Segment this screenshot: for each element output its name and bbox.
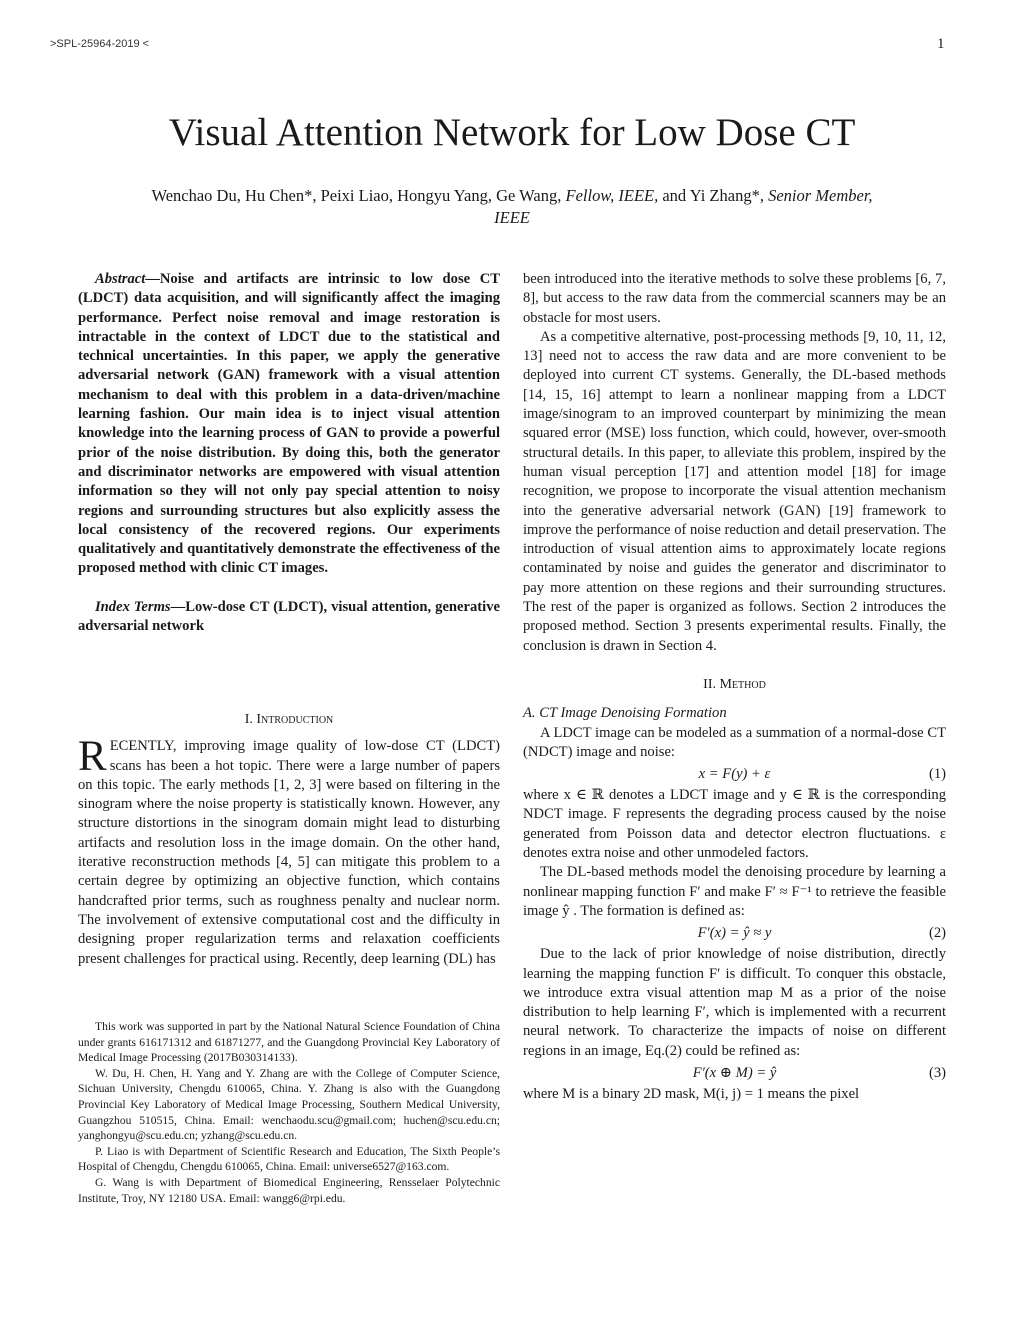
equation: F′(x) = ŷ ≈ y — [697, 925, 772, 942]
index-terms-text: —Low-dose CT (LDCT), visual attention, generative adversarial network — [78, 598, 500, 635]
paragraph: where M is a binary 2D mask, M(i, j) = 1 means the pixel — [523, 1085, 860, 1102]
abstract — [78, 270, 500, 579]
paragraph: As a competitive alternative, post-processing methods [9, 10, 11, 12, 13] need not to access the raw data and are more convenient to be deployed into current CT systems. Generally, the DL-based methods [14, 15, 16] attempt to learn a nonlinear mapping from a LDCT image/sinogram to an improved counterpart by minimizing the mean squared error (MSE) loss function, which could, however, over-smooth structural details. In this paper, to alleviate this problem, inspired by the human visual perception [17] and attention model [18] for image recognition, we propose to incorporate the visual attention mechanism into the generative adversarial network (GAN) [19] framework to improve the performance of noise reduction and detail preservation. The introduction of visual attention aims to approximately locate regions contaminated by noise and guides the generator and discriminator to pay more attention on these regions and their surrounding structures. The rest of the paper is organized as follows. Section 2 introduces the proposed method. Section 3 presents experimental results. Finally, the conclusion is drawn in Section 4. — [523, 328, 946, 654]
footnote: W. Du, H. Chen, H. Yang and Y. Zhang are with the College of Computer Science, Sichuan University, Chengdu 610065, China. Y. Zhang is also with the Guangdong Provincial Key Laboratory of Medical Image Processing, Southern Medical University, Guangzhou 510515, China. Email: wenchaodu.scu@gmail.com; huchen@scu.edu.cn; yanghongyu@scu.edu.cn; yzhang@scu.edu.cn. — [78, 1066, 500, 1143]
footnote: This work was supported in part by the National Natural Science Foundation of China under grants 616171312 and 61871277, and the Guangdong Provincial Key Laboratory of Medical Image Processing (2017B030314133). — [78, 1020, 500, 1065]
drop-cap: R — [78, 733, 107, 781]
equation-number: (1) — [928, 766, 946, 783]
paragraph: Due to the lack of prior knowledge of noise distribution, directly learning the mapping function F′ is difficult. To conquer this obstacle, we introduce extra visual attention map M as a prior of the noise distribution to help learning F′, which is implemented with a recurrent neural network. To characterize the impacts of noise on different regions in an image, Eq.(2) could be refined as: — [523, 946, 946, 1059]
footnotes — [78, 1019, 500, 1206]
section-heading: I. Introduction — [244, 712, 334, 727]
running-head: >SPL-25964-2019 < — [50, 38, 150, 50]
abstract-text: —Noise and artifacts are intrinsic to low dose CT (LDCT) data acquisition, and will significantly affect the imaging performance. Perfect noise removal and image restoration is intractable in the context of LDCT due to the statistical and technical uncertainties. In this paper, we apply the generative adversarial network (GAN) framework with a visual attention mechanism to deal with this problem in a data-driven/machine learning fashion. Our main idea is to inject visual attention knowledge into the learning process of GAN to provide a powerful prior of the noise distribution. By doing this, both the generator and discriminator networks are empowered with visual attention information so they will not only pay special attention to noisy regions and surrounding structures but also explicitly assess the local consistency of the recovered regions. Our experiments qualitatively and quantitatively demonstrate the effectiveness of the proposed method with clinic CT images. — [78, 271, 500, 577]
equation-number: (3) — [928, 1064, 946, 1081]
footnote: P. Liao is with Department of Scientific Research and Education, The Sixth People’s Hospital of Chengdu, Chengdu 610065, China. Email: universe6527@163.com. — [78, 1144, 500, 1174]
equation: F′(x ⊕ M) = ŷ — [692, 1064, 777, 1081]
author-list — [140, 185, 884, 229]
index-terms — [78, 598, 500, 637]
paragraph: The DL-based methods model the denoising procedure by learning a nonlinear mapping function F′ and make F′ ≈ F⁻¹ to retrieve the feasible image ŷ . The formation is defined as: — [523, 864, 946, 919]
equation-number: (2) — [928, 925, 946, 942]
left-column-top — [78, 270, 500, 636]
index-terms-label: Index Terms — [95, 598, 171, 615]
right-column — [523, 270, 946, 1104]
page-number: 1 — [937, 36, 945, 52]
abstract-label: Abstract — [95, 271, 146, 287]
paper-title: Visual Attention Network for Low Dose CT — [168, 111, 856, 154]
author-names-cont: and Yi Zhang*, — [658, 186, 769, 205]
paragraph: A LDCT image can be modeled as a summation of a normal-dose CT (NDCT) image and noise: — [523, 724, 946, 760]
section-heading: II. Method — [703, 676, 766, 692]
equation-2 — [523, 921, 946, 945]
author-grade: Fellow, IEEE, — [565, 186, 659, 205]
intro-paragraph — [78, 733, 500, 969]
paragraph: where x ∈ ℝ denotes a LDCT image and y ∈ ℝ is the corresponding NDCT image. F represents the degrading process caused by the noise generated from Poisson data and detector electron fluctuations. ε denotes extra noise and other unmodeled factors. — [523, 787, 946, 862]
introduction-section — [78, 710, 500, 969]
footnote: G. Wang is with Department of Biomedical Engineering, Rensselaer Polytechnic Institute, Troy, NY 12180 USA. Email: wangg6@rpi.edu. — [78, 1175, 500, 1205]
equation-3 — [523, 1061, 946, 1085]
author-grade: Senior Member, IEEE — [494, 186, 873, 227]
paragraph: been introduced into the iterative methods to solve these problems [6, 7, 8], but access to the raw data from the commercial scanners may be an obstacle for most users. — [523, 271, 946, 326]
equation-1 — [523, 762, 946, 786]
author-names: Wenchao Du, Hu Chen*, Peixi Liao, Hongyu Yang, Ge Wang, — [151, 186, 566, 205]
intro-text: ECENTLY, improving image quality of low-dose CT (LDCT) scans has been a hot topic. There were a large number of papers on this topic. The early methods [1, 2, 3] were based on filtering in the sinogram where the noise property is statistically known. However, any structure distortions in the sinogram domain might lead to disturbing artifacts and resolution loss in the image domain. On the other hand, iterative reconstruction methods [4, 5] can mitigate this problem to a certain degree by optimizing an objective function, which contains handcrafted prior terms, such as roughness penalty and nuclear norm. The involvement of extensive computational cost and the difficulty in designing proper regularization terms and relaxation coefficients present challenges for practical using. Recently, deep learning (DL) has — [78, 738, 500, 967]
subsection-heading: A. CT Image Denoising Formation — [523, 705, 727, 722]
equation: x = F(y) + ε — [698, 766, 771, 783]
